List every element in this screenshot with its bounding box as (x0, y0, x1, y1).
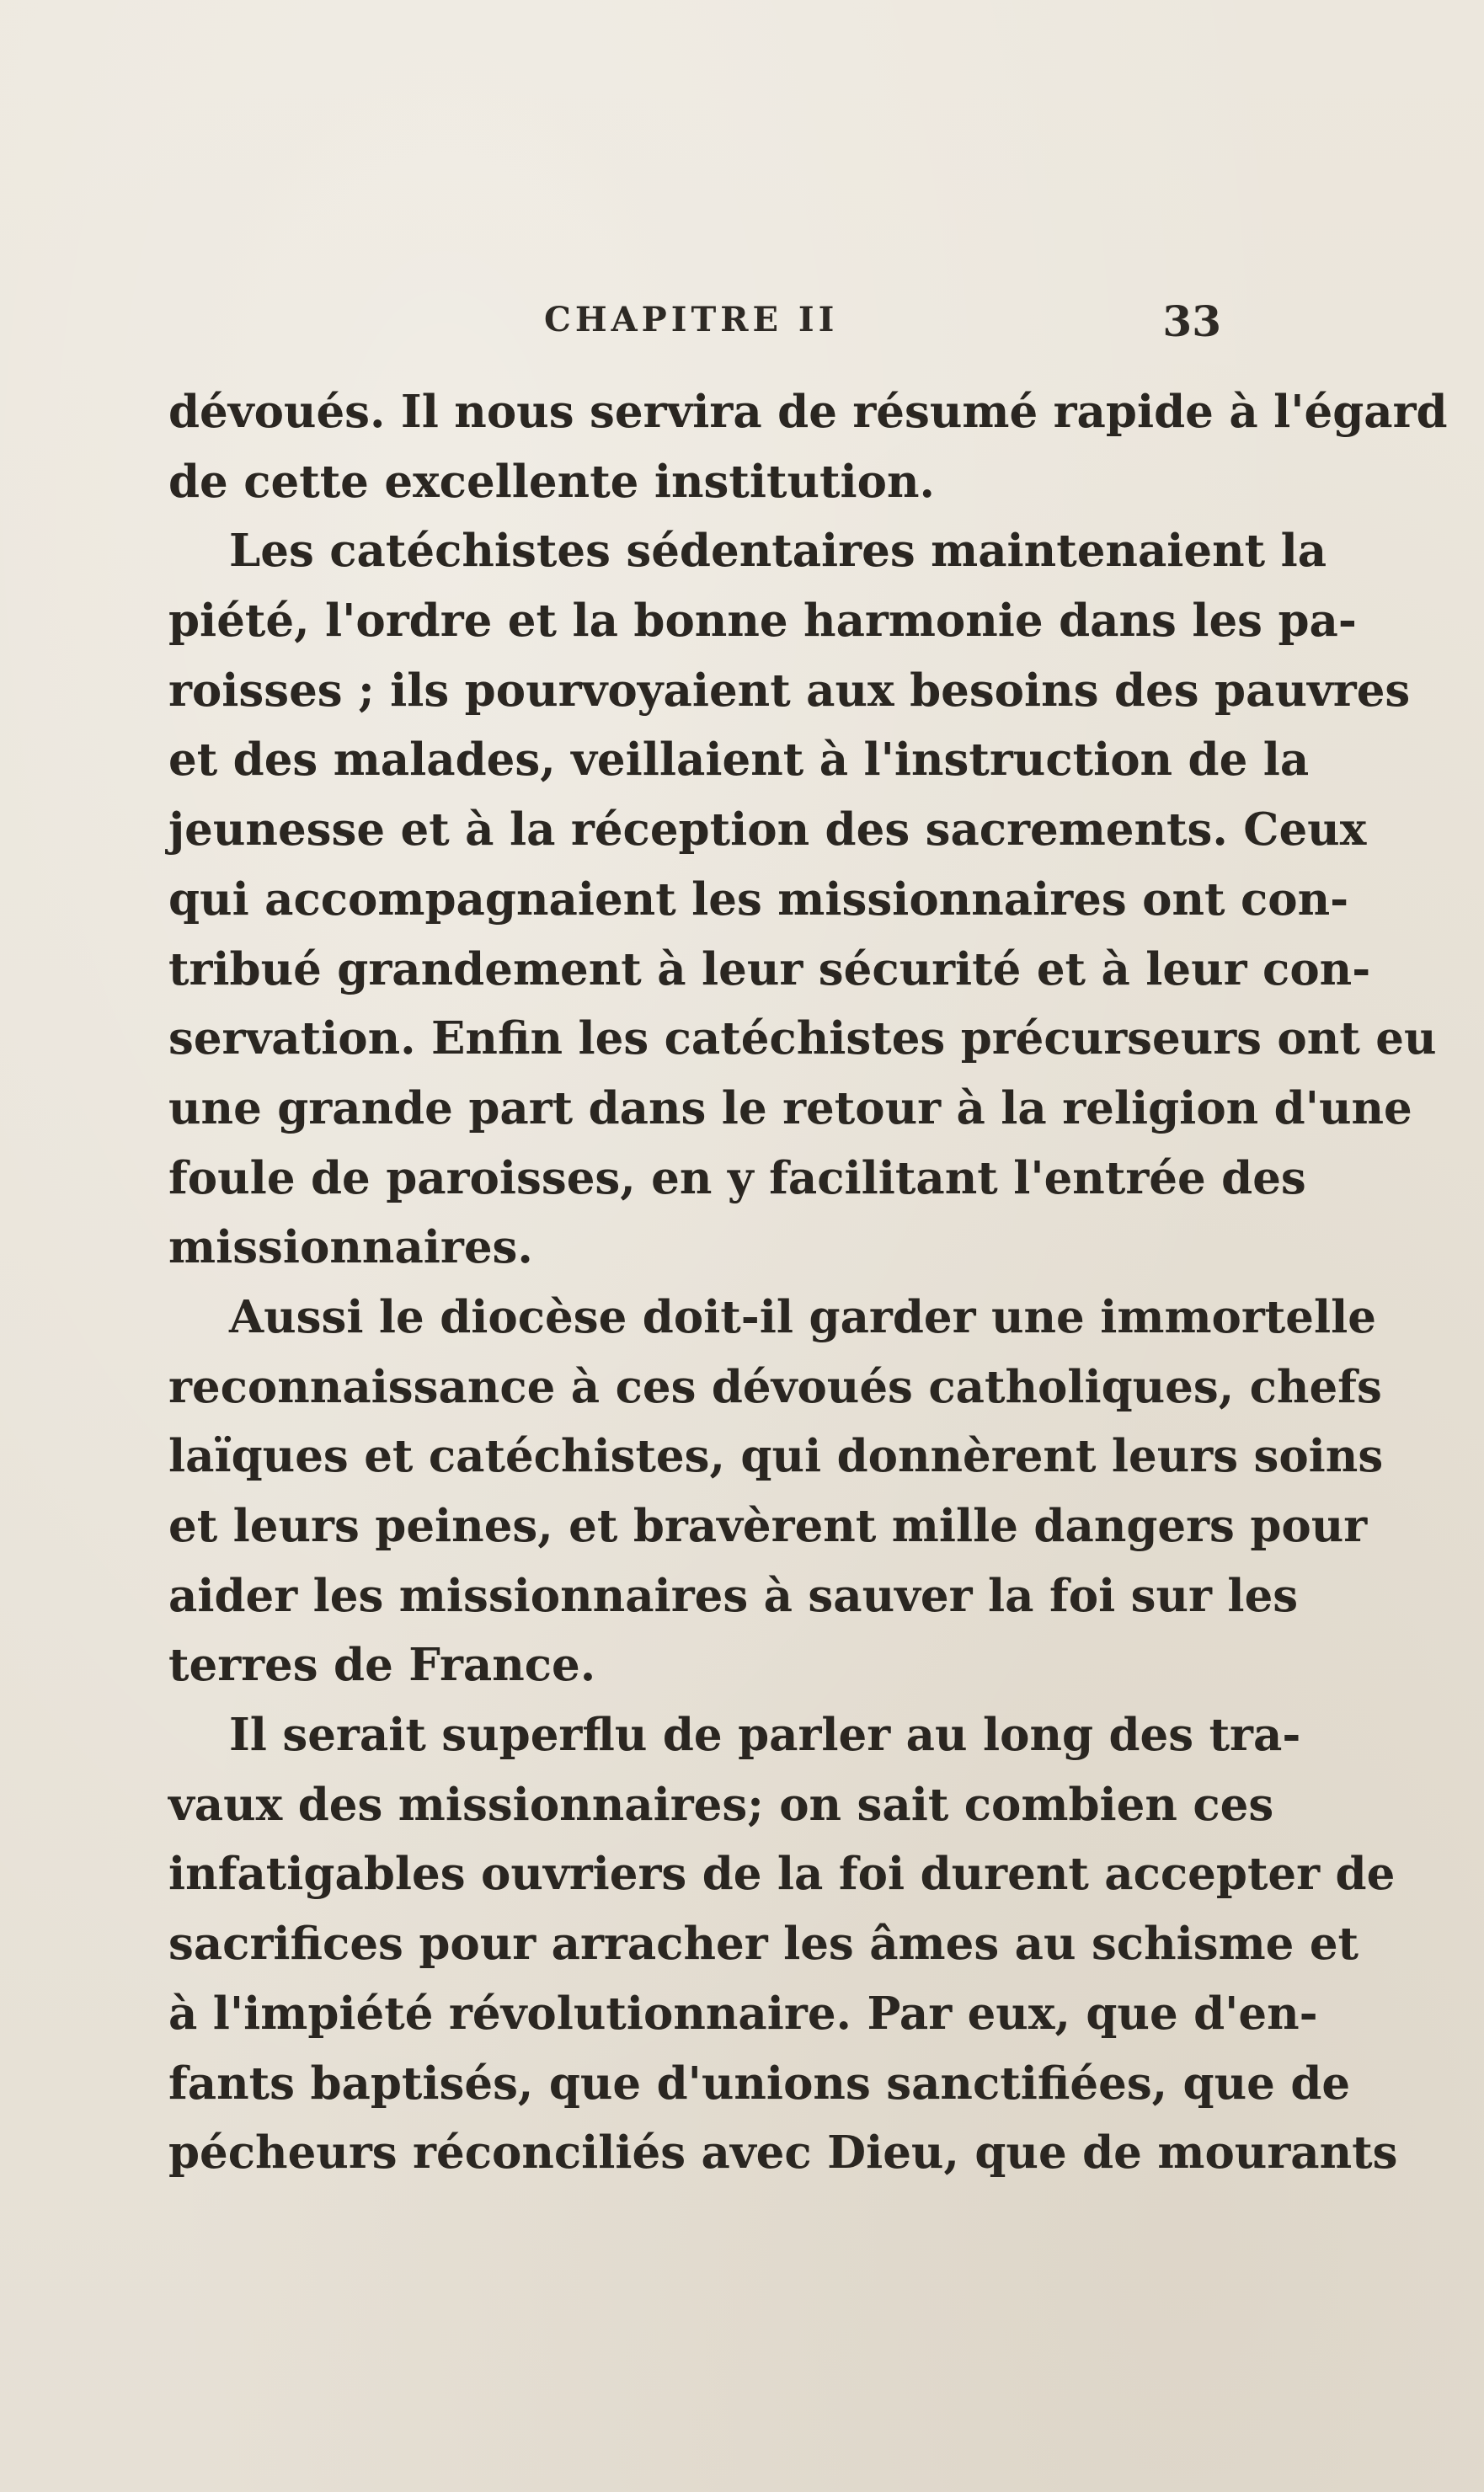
text-line: tribué grandement à leur sécurité et à leur con- (168, 942, 1371, 995)
text-line: Aussi le diocèse doit-il garder une immortelle (229, 1290, 1376, 1343)
text-line: Il serait superflu de parler au long des tra- (229, 1709, 1301, 1762)
text-line: dévoués. Il nous servira de résumé rapide à l'égard (168, 386, 1448, 438)
text-line: fants baptisés, que d'unions sanctifiées, que de (168, 2057, 1351, 2110)
text-line: à l'impiété révolutionnaire. Par eux, que d'en- (168, 1987, 1318, 2040)
body-text (168, 377, 1448, 2188)
text-line: roisses ; ils pourvoyaient aux besoins des pauvres (168, 664, 1411, 717)
text-line: laïques et catéchistes, qui donnèrent leurs soins (168, 1430, 1384, 1483)
text-line: servation. Enfin les catéchistes précurseurs ont eu (168, 1012, 1437, 1065)
text-line: vaux des missionnaires; on sait combien ces (168, 1778, 1274, 1831)
text-line: aider les missionnaires à sauver la foi sur les (168, 1569, 1299, 1622)
running-title: CHAPITRE II (544, 300, 839, 339)
text-line: missionnaires. (168, 1221, 533, 1274)
text-line: reconnaissance à ces dévoués catholiques, chefs (168, 1360, 1382, 1413)
text-line: sacrifices pour arracher les âmes au schisme et (168, 1918, 1359, 1971)
page-number: 33 (1162, 296, 1221, 346)
text-line: une grande part dans le retour à la religion d'une (168, 1081, 1412, 1134)
text-line: infatigables ouvriers de la foi durent accepter de (168, 1848, 1396, 1901)
text-line: de cette excellente institution. (168, 455, 935, 508)
running-head (168, 296, 1221, 355)
text-line: jeunesse et à la réception des sacrements. Ceux (168, 803, 1367, 856)
text-line: et des malades, veillaient à l'instruction de la (168, 734, 1310, 787)
text-line: terres de France. (168, 1639, 596, 1692)
text-line: et leurs peines, et bravèrent mille dangers pour (168, 1500, 1368, 1552)
text-line: pécheurs réconciliés avec Dieu, que de mourants (168, 2126, 1398, 2180)
text-line: qui accompagnaient les missionnaires ont con- (168, 872, 1349, 926)
text-line: piété, l'ordre et la bonne harmonie dans les pa- (168, 595, 1357, 648)
text-line: foule de paroisses, en y facilitant l'entrée des (168, 1151, 1306, 1204)
text-line: Les catéchistes sédentaires maintenaient la (229, 525, 1327, 578)
